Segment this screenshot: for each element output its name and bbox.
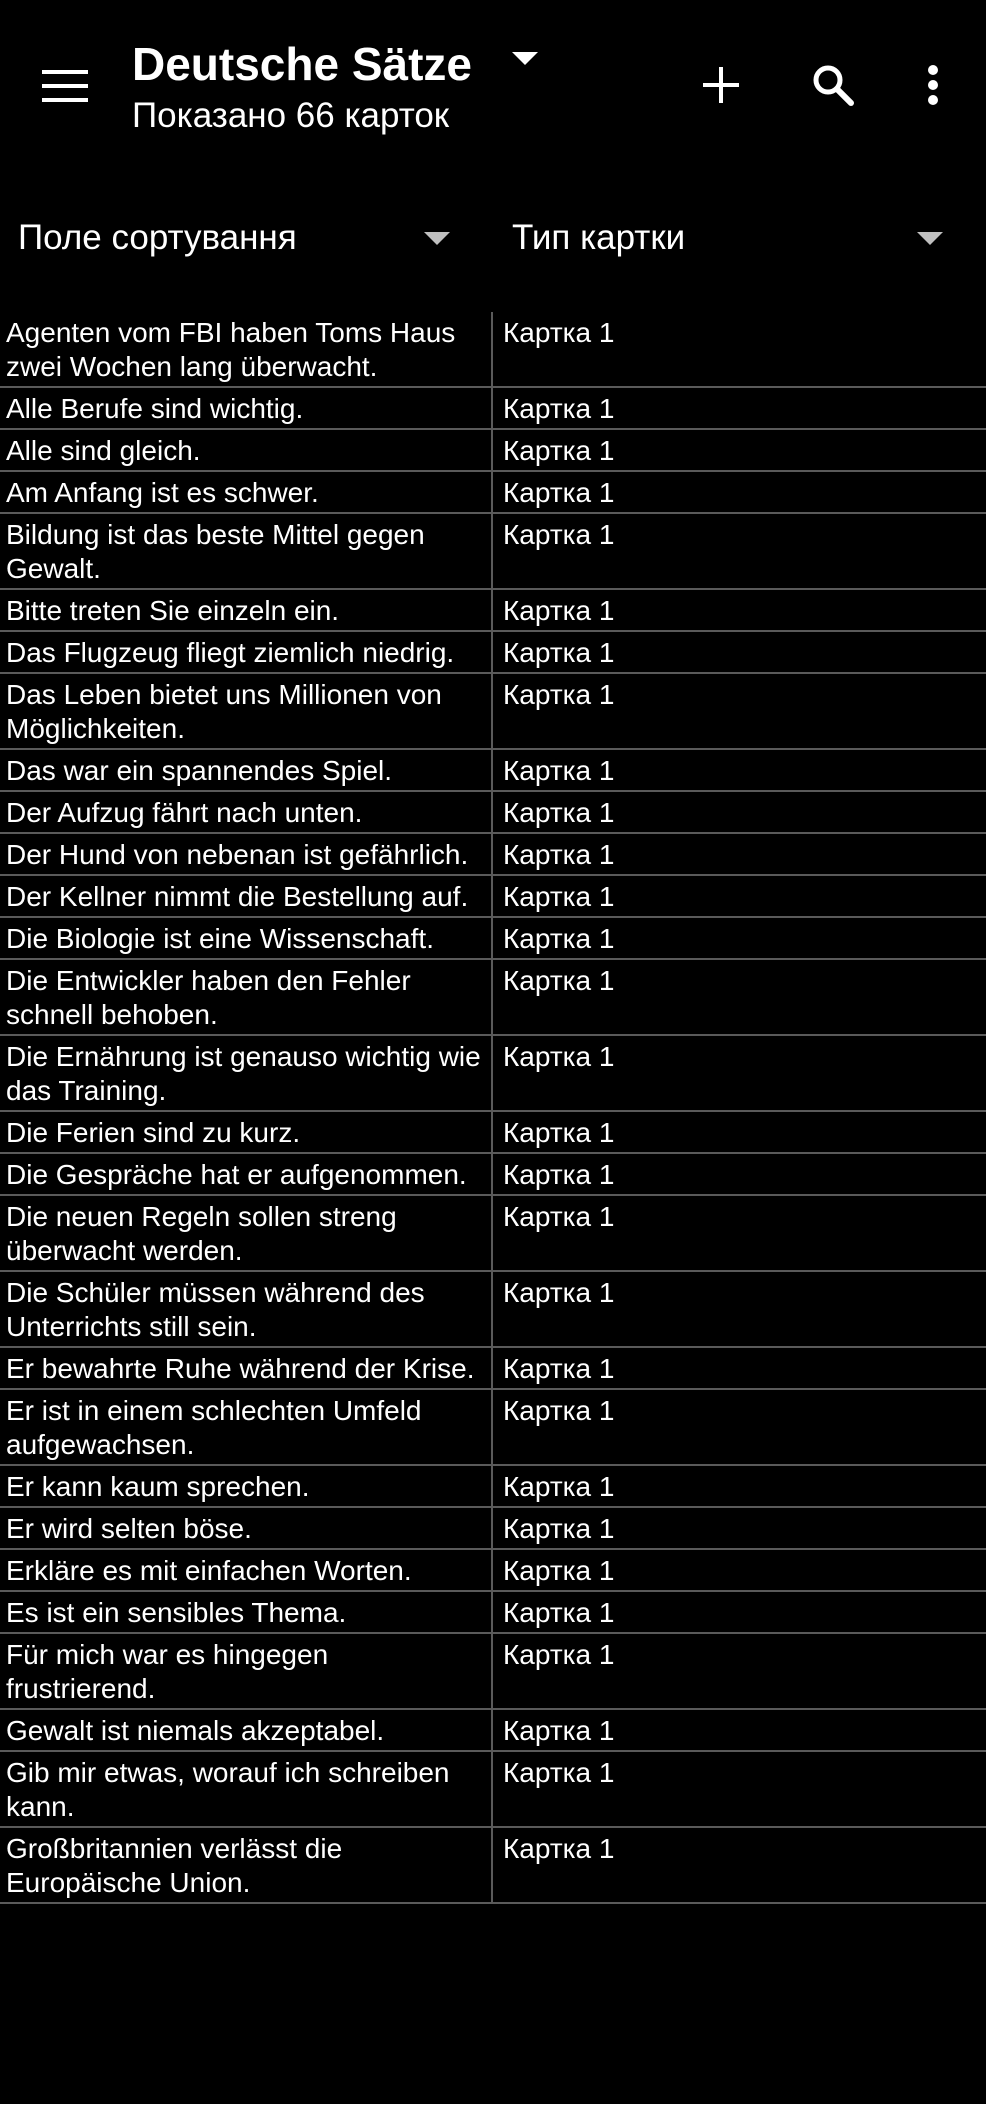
table-row[interactable] — [0, 1592, 986, 1634]
app-bar — [0, 0, 986, 170]
sort-field-cell: Er kann kaum sprechen. — [0, 1466, 493, 1506]
card-type-cell: Картка 1 — [503, 477, 615, 508]
card-type-cell: Картка 1 — [503, 1639, 615, 1670]
card-type-cell: Картка 1 — [503, 1117, 615, 1148]
sort-field-cell: Für mich war es hingegen frustrierend. — [0, 1634, 493, 1708]
card-type-cell: Картка 1 — [503, 839, 615, 870]
sort-field-cell: Die Ernährung ist genauso wichtig wie das Training. — [0, 1036, 493, 1110]
sort-field-cell: Bitte treten Sie einzeln ein. — [0, 590, 493, 630]
sort-field-cell: Der Hund von nebenan ist gefährlich. — [0, 834, 493, 874]
search-icon — [811, 63, 855, 107]
menu-icon — [42, 70, 88, 102]
more-options-button[interactable] — [898, 50, 968, 120]
sort-field-cell: Alle Berufe sind wichtig. — [0, 388, 493, 428]
card-type-cell: Картка 1 — [503, 1513, 615, 1544]
table-row[interactable] — [0, 1550, 986, 1592]
card-type-dropdown[interactable] — [512, 196, 952, 280]
deck-title: Deutsche Sätze — [132, 38, 473, 90]
card-type-cell: Картка 1 — [503, 1597, 615, 1628]
table-row[interactable] — [0, 1710, 986, 1752]
card-list — [0, 312, 986, 1904]
card-type-cell: Картка 1 — [503, 1833, 615, 1864]
table-row[interactable] — [0, 834, 986, 876]
sort-field-cell: Agenten vom FBI haben Toms Haus zwei Wochen lang überwacht. — [0, 312, 493, 386]
chevron-down-icon — [917, 232, 943, 245]
card-type-cell: Картка 1 — [503, 519, 615, 550]
card-type-cell: Картка 1 — [503, 679, 615, 710]
sort-field-cell: Erkläre es mit einfachen Worten. — [0, 1550, 493, 1590]
table-row[interactable] — [0, 1196, 986, 1272]
card-type-cell: Картка 1 — [503, 1715, 615, 1746]
card-type-cell: Картка 1 — [503, 1041, 615, 1072]
menu-button[interactable] — [28, 56, 102, 116]
card-type-cell: Картка 1 — [503, 1201, 615, 1232]
sort-field-cell: Die Biologie ist eine Wissenschaft. — [0, 918, 493, 958]
table-row[interactable] — [0, 1272, 986, 1348]
card-type-cell: Картка 1 — [503, 393, 615, 424]
table-row[interactable] — [0, 674, 986, 750]
plus-icon — [703, 67, 739, 103]
card-type-cell: Картка 1 — [503, 1555, 615, 1586]
sort-field-cell: Gib mir etwas, worauf ich schreiben kann. — [0, 1752, 493, 1826]
table-row[interactable] — [0, 590, 986, 632]
sort-field-cell: Er ist in einem schlechten Umfeld aufgewachsen. — [0, 1390, 493, 1464]
table-row[interactable] — [0, 1634, 986, 1710]
card-type-cell: Картка 1 — [503, 1159, 615, 1190]
sort-field-cell: Das war ein spannendes Spiel. — [0, 750, 493, 790]
card-type-cell: Картка 1 — [503, 317, 615, 348]
column-selectors — [0, 196, 986, 280]
table-row[interactable] — [0, 514, 986, 590]
table-row[interactable] — [0, 1828, 986, 1904]
table-row[interactable] — [0, 1390, 986, 1466]
sort-field-cell: Das Flugzeug fliegt ziemlich niedrig. — [0, 632, 493, 672]
card-type-cell: Картка 1 — [503, 1277, 615, 1308]
card-type-cell: Картка 1 — [503, 637, 615, 668]
sort-field-cell: Am Anfang ist es schwer. — [0, 472, 493, 512]
chevron-down-icon — [424, 232, 450, 245]
sort-field-cell: Es ist ein sensibles Thema. — [0, 1592, 493, 1632]
table-row[interactable] — [0, 750, 986, 792]
sort-field-cell: Er bewahrte Ruhe während der Krise. — [0, 1348, 493, 1388]
sort-field-dropdown[interactable] — [18, 196, 458, 280]
table-row[interactable] — [0, 430, 986, 472]
table-row[interactable] — [0, 1508, 986, 1550]
table-row[interactable] — [0, 1466, 986, 1508]
chevron-down-icon — [512, 52, 538, 65]
sort-field-cell: Der Kellner nimmt die Bestellung auf. — [0, 876, 493, 916]
table-row[interactable] — [0, 1752, 986, 1828]
table-row[interactable] — [0, 918, 986, 960]
sort-field-label: Поле сортування — [18, 218, 297, 257]
card-type-cell: Картка 1 — [503, 923, 615, 954]
card-type-cell: Картка 1 — [503, 595, 615, 626]
sort-field-cell: Alle sind gleich. — [0, 430, 493, 470]
table-row[interactable] — [0, 1036, 986, 1112]
card-type-cell: Картка 1 — [503, 435, 615, 466]
card-type-cell: Картка 1 — [503, 1757, 615, 1788]
card-type-cell: Картка 1 — [503, 797, 615, 828]
card-type-cell: Картка 1 — [503, 881, 615, 912]
card-type-cell: Картка 1 — [503, 965, 615, 996]
sort-field-cell: Die Gespräche hat er aufgenommen. — [0, 1154, 493, 1194]
search-button[interactable] — [798, 50, 868, 120]
card-type-cell: Картка 1 — [503, 1471, 615, 1502]
sort-field-cell: Die Schüler müssen während des Unterrichts still sein. — [0, 1272, 493, 1346]
table-row[interactable] — [0, 876, 986, 918]
deck-selector[interactable] — [132, 34, 612, 138]
card-type-cell: Картка 1 — [503, 1353, 615, 1384]
card-count-subtitle: Показано 66 карток — [132, 96, 450, 135]
sort-field-cell: Er wird selten böse. — [0, 1508, 493, 1548]
table-row[interactable] — [0, 1348, 986, 1390]
deck-title-row[interactable] — [132, 34, 612, 94]
sort-field-cell: Die Entwickler haben den Fehler schnell behoben. — [0, 960, 493, 1034]
sort-field-cell: Gewalt ist niemals akzeptabel. — [0, 1710, 493, 1750]
table-row[interactable] — [0, 1154, 986, 1196]
table-row[interactable] — [0, 388, 986, 430]
more-vert-icon — [927, 65, 939, 105]
card-type-cell: Картка 1 — [503, 755, 615, 786]
sort-field-cell: Die neuen Regeln sollen streng überwacht werden. — [0, 1196, 493, 1270]
add-button[interactable] — [686, 50, 756, 120]
table-row[interactable] — [0, 792, 986, 834]
card-type-label: Тип картки — [512, 218, 686, 257]
table-row[interactable] — [0, 632, 986, 674]
sort-field-cell: Das Leben bietet uns Millionen von Möglichkeiten. — [0, 674, 493, 748]
card-type-cell: Картка 1 — [503, 1395, 615, 1426]
table-row[interactable] — [0, 1112, 986, 1154]
sort-field-cell: Die Ferien sind zu kurz. — [0, 1112, 493, 1152]
table-row[interactable] — [0, 960, 986, 1036]
table-row[interactable] — [0, 312, 986, 388]
sort-field-cell: Der Aufzug fährt nach unten. — [0, 792, 493, 832]
sort-field-cell: Bildung ist das beste Mittel gegen Gewalt. — [0, 514, 493, 588]
sort-field-cell: Großbritannien verlässt die Europäische Union. — [0, 1828, 493, 1902]
table-row[interactable] — [0, 472, 986, 514]
